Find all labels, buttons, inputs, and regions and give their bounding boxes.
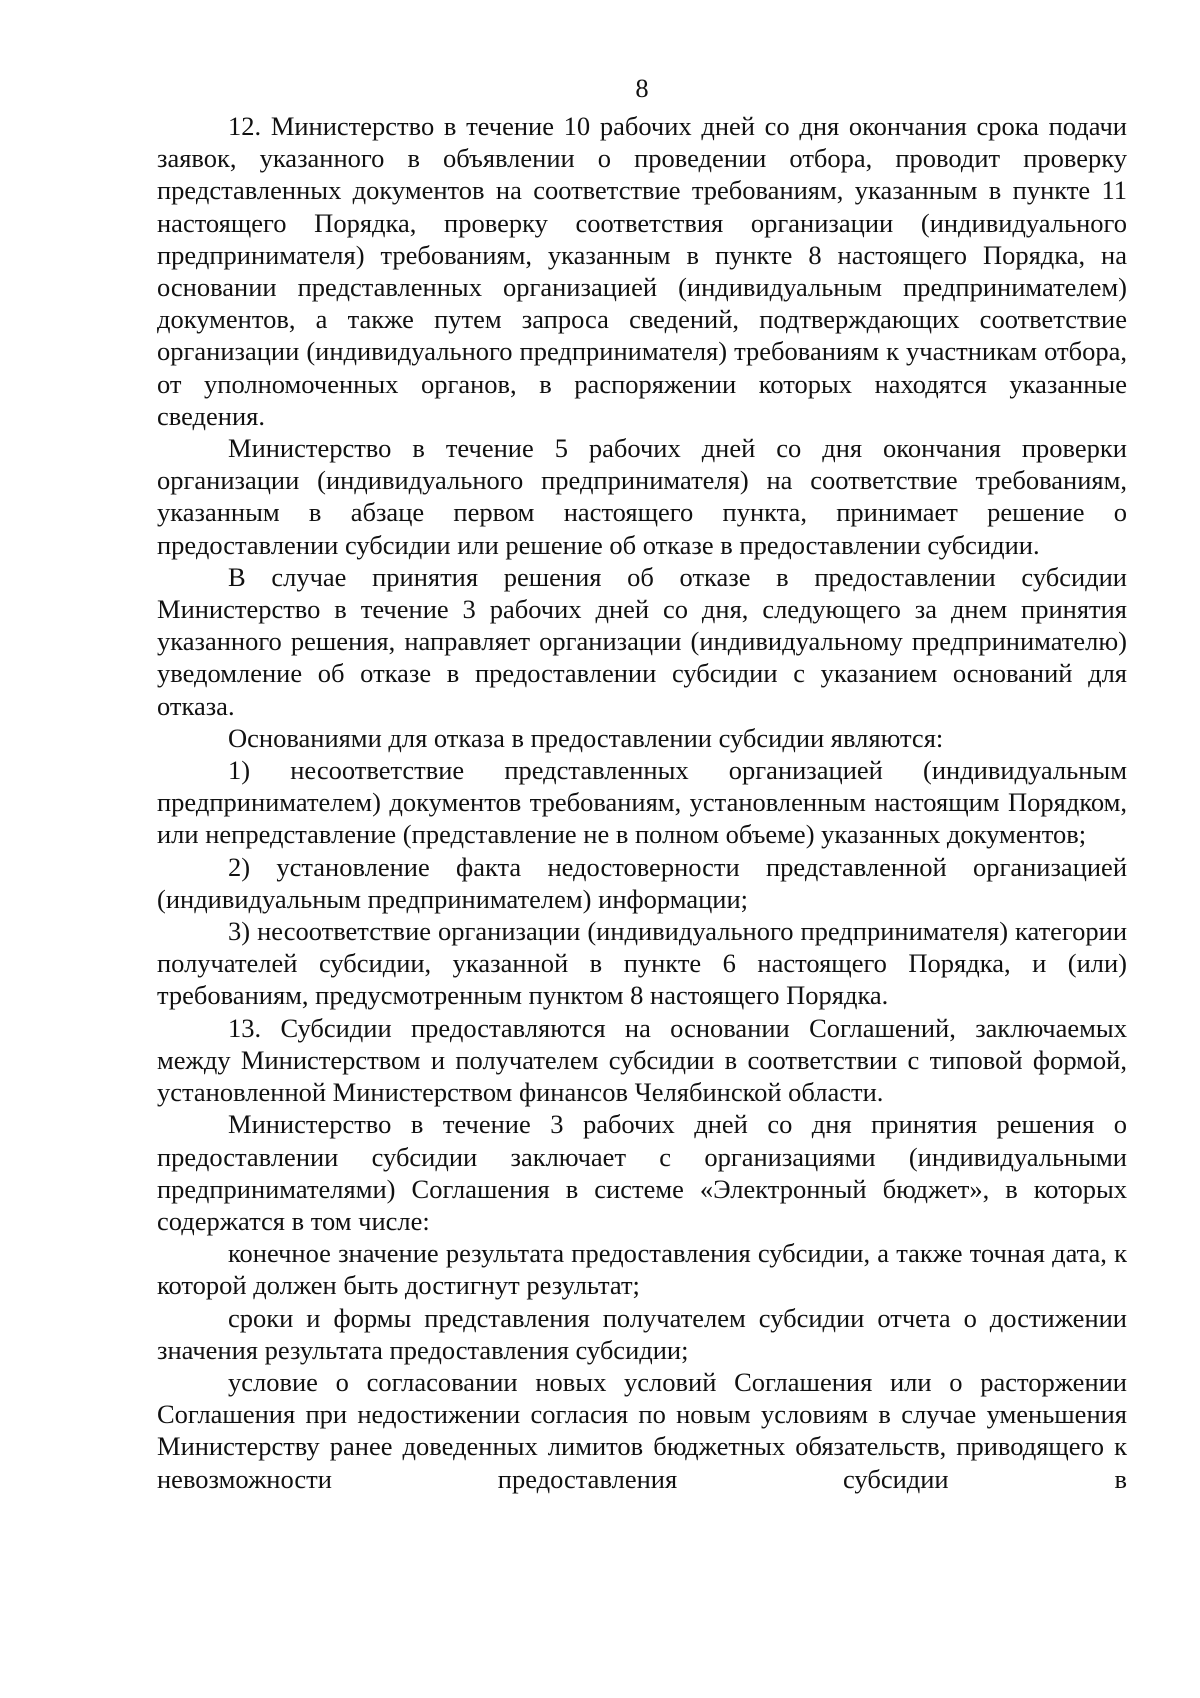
list-item-new-conditions: условие о согласовании новых условий Соглашения или о расторжении Соглашения при недостижении согласия по новым условиям в случае уменьшения Министерству ранее доведенных лимитов бюджетных обязательств, приводящего к невозможности предоставления субсидии в: [157, 1366, 1127, 1494]
paragraph-refusal-notice: В случае принятия решения об отказе в предоставлении субсидии Министерство в течение 3 рабочих дней со дня, следующего за днем принятия указанного решения, направляет организации (индивидуальному предпринимателю) уведомление об отказе в предоставлении субсидии с указанием оснований для отказа.: [157, 561, 1127, 721]
document-page: [157, 72, 1127, 1495]
paragraph-agreement-terms: Министерство в течение 3 рабочих дней со дня принятия решения о предоставлении субсидии заключает с организациями (индивидуальными предпринимателями) Соглашения в системе «Электронный бюджет», в которых содержатся в том числе:: [157, 1109, 1127, 1236]
paragraph-12-review: 12. Министерство в течение 10 рабочих дней со дня окончания срока подачи заявок, указанного в объявлении о проведении отбора, проводит проверку представленных документов на соответствие требованиям, указанным в пункте 11 настоящего Порядка, проверку соответствия организации (индивидуального предпринимателя) требованиям, указанным в пункте 8 настоящего Порядка, на основании представленных организацией (индивидуальным предпринимателем) документов, а также путем запроса сведений, подтверждающих соответствие организации (индивидуального предпринимателя) требованиям к участникам отбора, от уполномоченных органов, в распоряжении которых находятся указанные сведения.: [157, 111, 1127, 431]
list-item-ground-1: 1) несоответствие представленных организацией (индивидуальным предпринимателем) документов требованиям, установленным настоящим Порядком, или непредставление (представление не в полном объеме) указанных документов;: [157, 755, 1127, 850]
list-item-final-result: конечное значение результата предоставления субсидии, а также точная дата, к которой должен быть достигнут результат;: [157, 1238, 1127, 1301]
list-item-ground-3: 3) несоответствие организации (индивидуального предпринимателя) категории получателей субсидии, указанной в пункте 6 настоящего Порядка, и (или) требованиям, предусмотренным пунктом 8 настоящего Порядка.: [157, 916, 1127, 1011]
list-item-ground-2: 2) установление факта недостоверности представленной организацией (индивидуальным предпринимателем) информации;: [157, 851, 1127, 914]
paragraph-decision: Министерство в течение 5 рабочих дней со дня окончания проверки организации (индивидуального предпринимателя) на соответствие требованиям, указанным в абзаце первом настоящего пункта, принимает решение о предоставлении субсидии или решение об отказе в предоставлении субсидии.: [157, 433, 1127, 560]
list-item-report-terms: сроки и формы представления получателем субсидии отчета о достижении значения результата предоставления субсидии;: [157, 1302, 1127, 1365]
paragraph-13-agreements: 13. Субсидии предоставляются на основании Соглашений, заключаемых между Министерством и получателем субсидии в соответствии с типовой формой, установленной Министерством финансов Челябинской области.: [157, 1012, 1127, 1108]
page-number: 8: [635, 73, 649, 103]
paragraph-refusal-grounds: Основаниями для отказа в предоставлении субсидии являются:: [228, 722, 944, 753]
